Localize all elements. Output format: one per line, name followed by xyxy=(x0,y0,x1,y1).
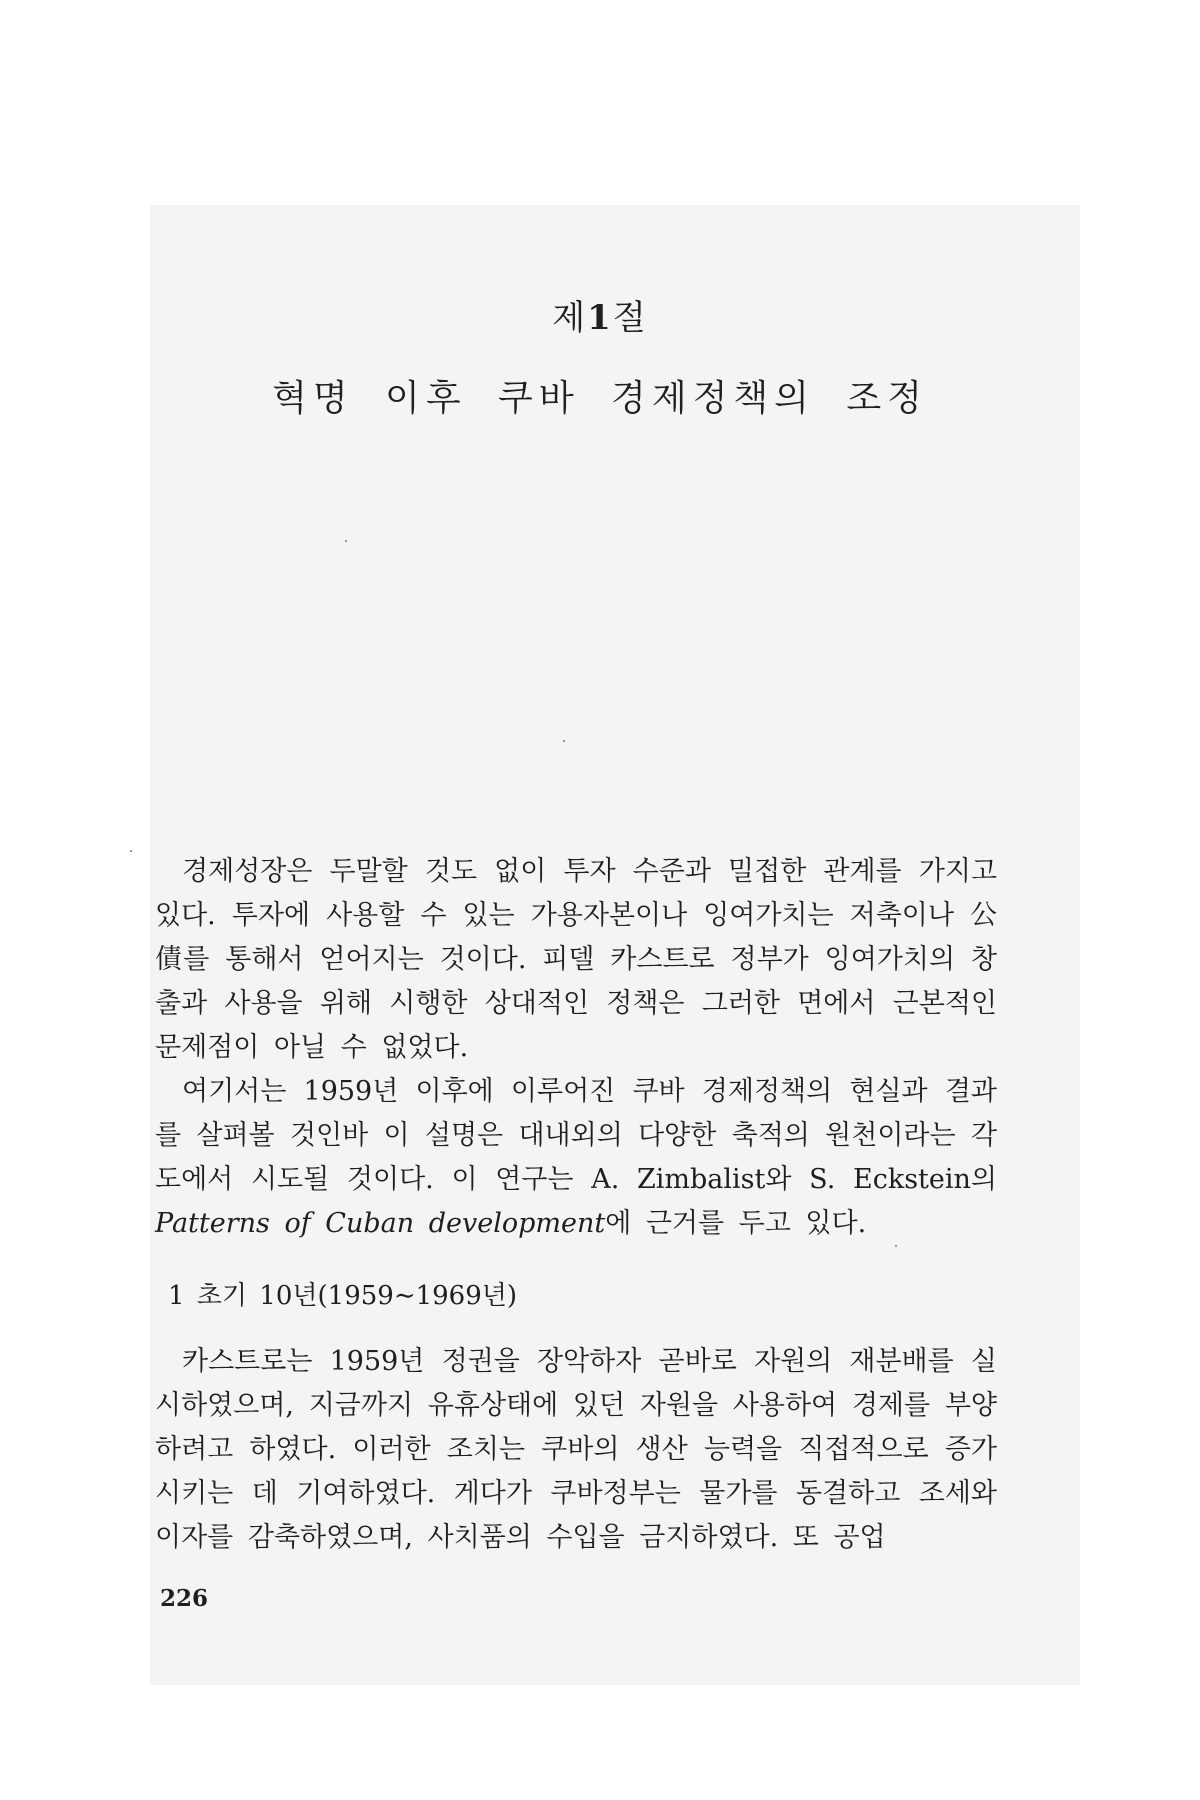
section-number xyxy=(0,290,1200,339)
scan-speck xyxy=(895,1245,897,1247)
subsection-paragraph-1: 카스트로는 1959년 정권을 장악하자 곧바로 자원의 재분배를 실시하였으며, 지금까지 유휴상태에 있던 자원을 사용하여 경제를 부양하려고 하였다. 이러한 조치는 쿠바의 생산 능력을 직접적으로 증가시키는 데 기여하였다. 게다가 쿠바정부는 물가를 동결하고 조세와 이자를 감축하였으며, 사치품의 수입을 금지하였다. 또 공업 xyxy=(155,1346,997,1553)
intro-paragraph-2-tail: 에 근거를 두고 있다. xyxy=(605,1208,867,1239)
section-number-suffix: 절 xyxy=(612,298,648,338)
page-number: 226 xyxy=(160,1585,209,1612)
subsection-text-block xyxy=(155,1340,997,1560)
scan-speck xyxy=(563,740,565,742)
reference-book-title: Patterns of Cuban development xyxy=(155,1208,606,1239)
section-title: 혁명 이후 쿠바 경제정책의 조정 xyxy=(272,378,928,419)
subsection-heading: 1 초기 10년(1959∼1969년) xyxy=(168,1281,518,1311)
scan-speck xyxy=(345,540,347,542)
section-number-prefix: 제 xyxy=(552,298,588,338)
intro-paragraph-1: 경제성장은 두말할 것도 없이 투자 수준과 밀접한 관계를 가지고 있다. 투자에 사용할 수 있는 가용자본이나 잉여가치는 저축이나 公債를 통해서 얻어지는 것이다. 피델 카스트로 정부가 잉여가치의 창출과 사용을 위해 시행한 상대적인 정책은 그러한 면에서 근본적인 문제점이 아닐 수 없었다. xyxy=(155,856,997,1063)
intro-paragraph-2 xyxy=(155,1070,997,1246)
intro-text-block xyxy=(155,850,997,1246)
intro-paragraph-2-text: 여기서는 1959년 이후에 이루어진 쿠바 경제정책의 현실과 결과를 살펴볼 것인바 이 설명은 대내외의 다양한 축적의 원천이라는 각도에서 시도될 것이다. 이 연구는 A. Zimbalist와 S. Eckstein의 xyxy=(155,1076,997,1195)
scan-speck xyxy=(130,850,132,852)
section-number-digit: 1 xyxy=(587,298,613,338)
